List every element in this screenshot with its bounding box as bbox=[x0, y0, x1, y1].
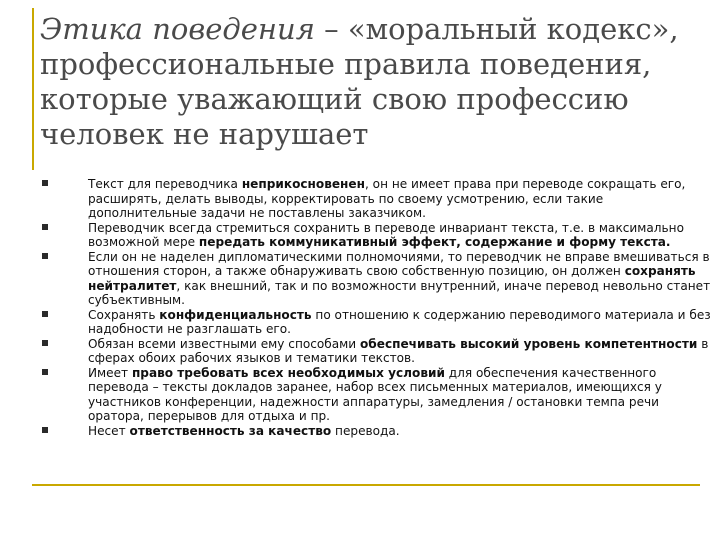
bullet-text: Имеет bbox=[88, 365, 132, 380]
bullet-emphasis: обеспечивать высокий уровень компетентности bbox=[360, 336, 698, 351]
square-bullet-icon bbox=[42, 224, 48, 230]
bullet-emphasis: ответственность за качество bbox=[129, 423, 332, 438]
bullet-text: Несет bbox=[88, 423, 130, 438]
slide-title bbox=[40, 12, 715, 152]
bullet-item bbox=[40, 337, 712, 366]
bullet-text: Если он не наделен дипломатическими полномочиями, то переводчик не вправе вмешиваться в отношения сторон, а также обнаруживать свою собственную позицию, он должен bbox=[88, 249, 710, 278]
bullet-emphasis: право требовать всех необходимых условий bbox=[131, 365, 445, 380]
bullet-item bbox=[40, 308, 712, 337]
title-italic-part: Этика поведения bbox=[40, 12, 315, 46]
accent-horizontal-rule bbox=[32, 484, 700, 486]
bullet-text: Текст для переводчика bbox=[88, 177, 242, 191]
accent-vertical-rule bbox=[32, 8, 34, 170]
bullet-emphasis: передать коммуникативный эффект, содержание и форму текста. bbox=[198, 235, 671, 249]
bullet-text: Сохранять bbox=[88, 307, 160, 322]
square-bullet-icon bbox=[42, 311, 48, 317]
bullet-item bbox=[40, 177, 712, 221]
bullet-text: по отношению к содержанию переводимого материала и без надобности не разглашать его. bbox=[88, 307, 711, 336]
bullet-item bbox=[40, 424, 712, 439]
bullet-text: , он не имеет права при переводе сокращать его, расширять, делать выводы, корректировать по своему усмотрению, если такие дополнительные задачи не поставлены заказчиком. bbox=[88, 177, 686, 220]
bullet-emphasis: конфиденциальность bbox=[159, 307, 312, 322]
bullet-text: , как внешний, так и по возможности внутренний, иначе перевод невольно станет субъективным. bbox=[88, 278, 711, 307]
square-bullet-icon bbox=[42, 253, 48, 259]
bullet-item bbox=[40, 366, 712, 424]
bullet-text: Переводчик всегда стремиться сохранить в переводе инвариант текста, т.е. в максимально возможной мере bbox=[88, 220, 684, 249]
square-bullet-icon bbox=[42, 180, 48, 186]
square-bullet-icon bbox=[42, 427, 48, 433]
square-bullet-icon bbox=[42, 369, 48, 375]
bullet-emphasis: сохранять нейтралитет bbox=[88, 264, 696, 293]
bullet-text: в сферах обоих рабочих языков и тематики текстов. bbox=[88, 336, 709, 365]
bullet-text: для обеспечения качественного перевода – тексты докладов заранее, набор всех письменных материалов, имеющихся у участников конференции, надежности аппаратуры, замедления / остановки темпа речи оратора, перерывов для отдыха и пр. bbox=[88, 365, 662, 423]
bullet-text: Обязан всеми известными ему способами bbox=[88, 336, 360, 351]
bullet-item bbox=[40, 221, 712, 250]
bullet-emphasis: неприкосновенен bbox=[241, 177, 365, 191]
bullet-list bbox=[40, 177, 712, 438]
square-bullet-icon bbox=[42, 340, 48, 346]
bullet-item bbox=[40, 250, 712, 308]
bullet-text: перевода. bbox=[331, 423, 400, 438]
title-main-part: – «моральный кодекс», профессиональные правила поведения, которые уважающий свою профессию человек не нарушает bbox=[40, 12, 679, 151]
